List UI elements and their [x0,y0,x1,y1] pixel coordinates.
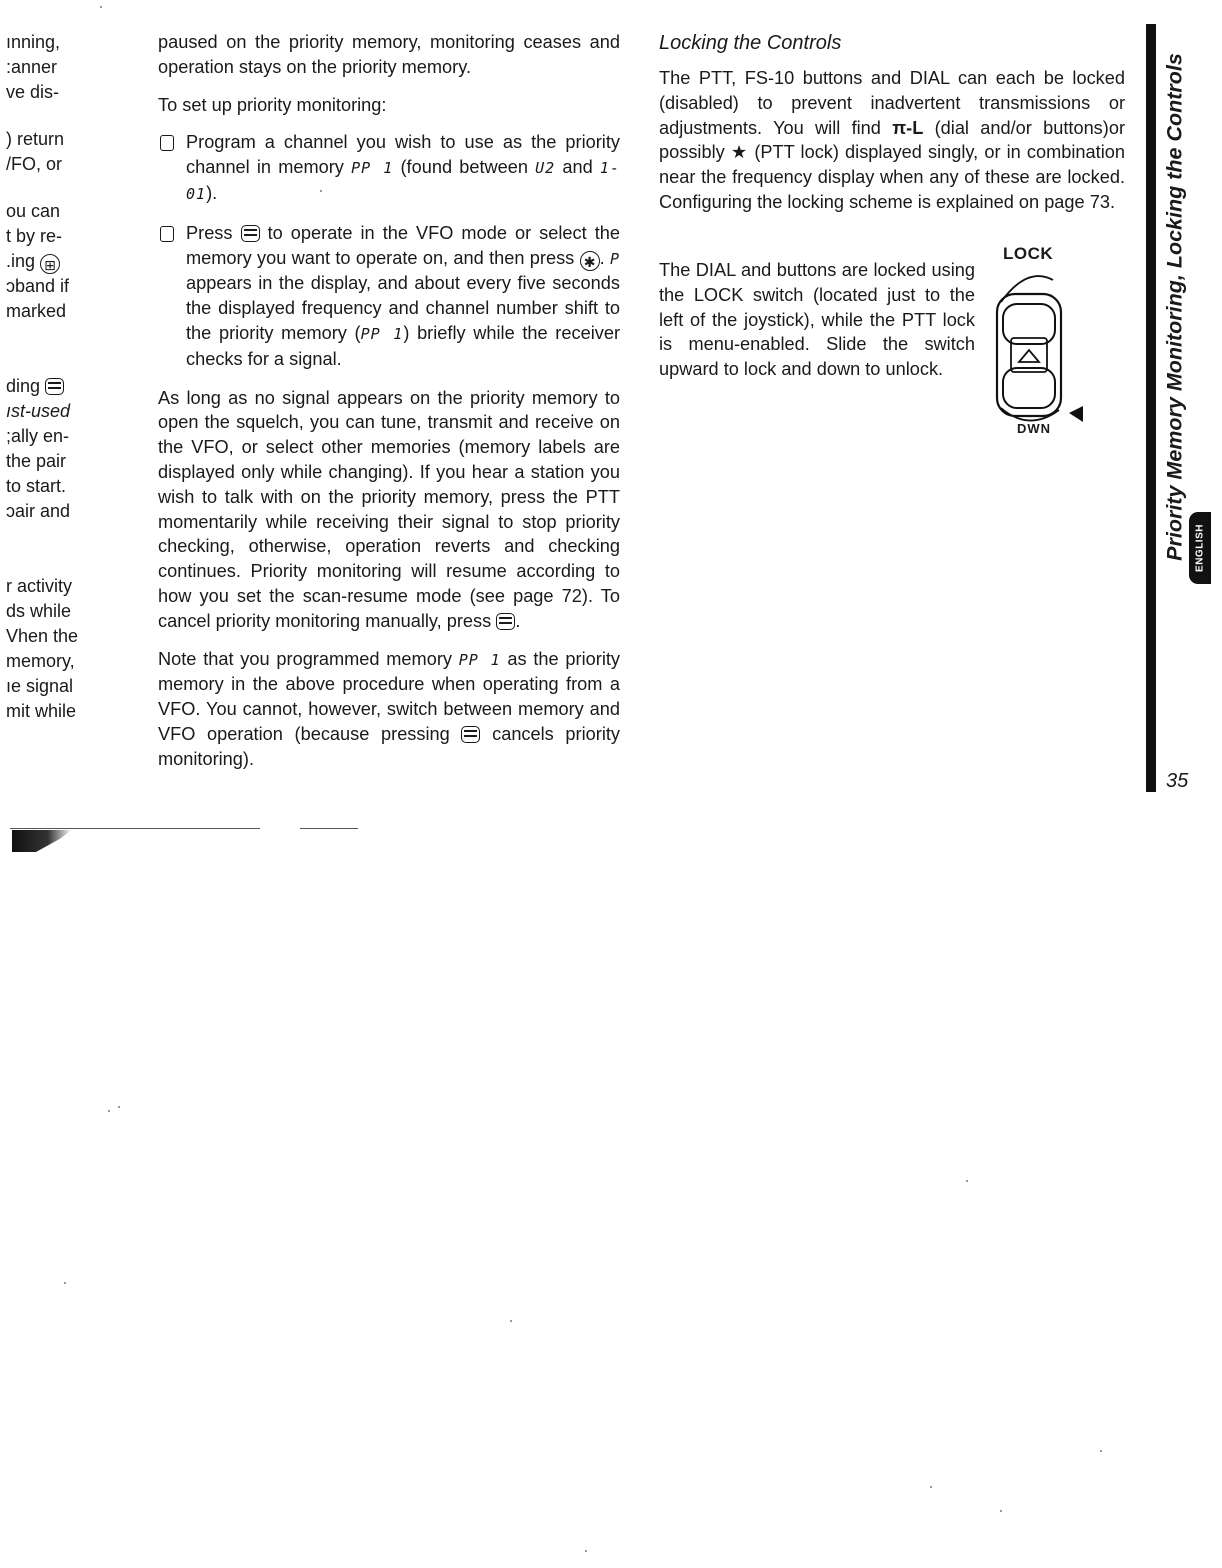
chapter-title: Priority Memory Monitoring, Locking the Controls [1162,53,1187,561]
paragraph: The PTT, FS-10 buttons and DIAL can each be locked (disabled) to prevent inadvertent transmissions or adjustments. You will find π-L (dial and/or buttons)or possibly ★ (PTT lock) displayed singly, or in combination near the frequency display when any of these are locked. Configuring the locking scheme is explained on page 73. [659,68,1126,212]
checkbox-bullet-icon [160,226,174,242]
fragment-line: /FO, or [6,154,63,174]
fragment-line: r activity [6,576,73,596]
step-press-key: Press to operate in the VFO mode or select the memory you want to operate on, and then press ✱ . P appears in the display, and about every five seconds the displayed frequency and channel number shift to the priority memory (PP 1) briefly while the receiver checks for a signal. [158,221,620,372]
lcd-label: PP 1 [458,650,501,669]
section-heading: Locking the Controls [659,32,842,54]
pri-key-icon: ✱ [580,251,600,271]
scan-speck [108,1110,110,1112]
fragment-line: ve dis- [6,82,60,102]
scan-speck [100,6,102,8]
scan-artifact-blot [12,830,72,852]
fragment-line: .ing ⊞ [6,249,96,274]
paragraph: As long as no signal appears on the priority memory to open the squelch, you can tune, transmit and receive on the VFO, or select other memories (memory labels are displayed only while changing). If you hear a station you wish to talk with on the priority memory, press the PTT momentarily while receiving their signal to stop priority checking, otherwise, operation reverts and checking continues. Priority monitoring will resume according to how you set the scan-resume mode (see page 72). To cancel priority monitoring manually, press . [158,387,620,631]
vm-key-icon [461,726,480,743]
fragment-line: ıst-used [6,401,71,421]
fragment-line: ɔair and [6,501,71,521]
language-tab: ENGLISH [1189,512,1211,584]
fragment-line: ɔband if [6,276,70,296]
star-icon: ★ [730,142,749,163]
lock-switch-figure [989,242,1109,442]
fragment-line: ıe signal [6,676,74,696]
fragment-line: t by re- [6,226,63,246]
lock-switch-icon [989,242,1109,442]
m-tune-key-icon: ⊞ [40,254,60,274]
lock-glyph: π-L [892,117,924,138]
fragment-line: Vhen the [6,626,79,646]
fragment-line: mit while [6,701,77,721]
lcd-label: PP 1 [351,159,394,178]
locking-controls-column [659,30,1126,436]
lcd-label: 1-01 [186,159,620,203]
vm-key-icon [496,613,515,630]
scan-speck [1100,1450,1102,1452]
paragraph: Note that you programmed memory PP 1 as the priority memory in the above procedure when operating from a VFO. You cannot, however, switch between memory and VFO operation (because pressing cancels priority monitoring). [158,648,621,769]
fragment-line: ding [6,374,96,399]
paragraph: The DIAL and buttons are locked using the LOCK switch (located just to the left of the joystick), while the PTT lock is menu-enabled. Slide the switch upward to lock and down to unlock. [659,260,975,380]
scan-speck [64,1282,66,1284]
scan-speck [118,1106,120,1108]
scan-speck [585,1550,587,1552]
scan-key-icon [45,378,64,395]
fragment-line: ;ally en- [6,426,70,446]
fragment-line: to start. [6,476,67,496]
fragment-line: ou can [6,201,61,221]
paragraph: To set up priority monitoring: [158,94,387,115]
lcd-label: PP 1 [360,324,404,343]
scan-speck [966,1180,968,1182]
lock-label: LOCK [1003,244,1054,263]
fragment-line: the pair [6,451,67,471]
fragment-line: ) return [6,129,65,149]
page-number: 35 [1166,770,1189,792]
paragraph: paused on the priority memory, monitoring ceases and operation stays on the priority memory. [158,32,620,77]
scan-speck [320,190,322,192]
scan-speck [930,1486,932,1488]
dwn-label: DWN [1017,421,1052,436]
scan-artifact-line [10,828,260,829]
vm-key-icon [241,225,260,242]
fragment-line: memory, [6,651,75,671]
checkbox-bullet-icon [160,135,174,151]
chapter-bar [1146,24,1156,792]
step-program-channel: Program a channel you wish to use as the priority channel in memory PP 1 (found between U2 and 1-01). [158,130,620,206]
fragment-line: ds while [6,601,72,621]
scan-speck [1000,1510,1002,1512]
scan-speck [510,1320,512,1322]
lcd-label: P [609,249,620,268]
fragment-line: marked [6,301,67,321]
fragment-line: ınning, [6,32,61,52]
scan-artifact-line [300,828,358,829]
fragment-line: :anner [6,57,58,77]
priority-monitoring-column [158,30,620,785]
lcd-label: U2 [535,159,556,178]
previous-page-fragments [6,30,96,724]
